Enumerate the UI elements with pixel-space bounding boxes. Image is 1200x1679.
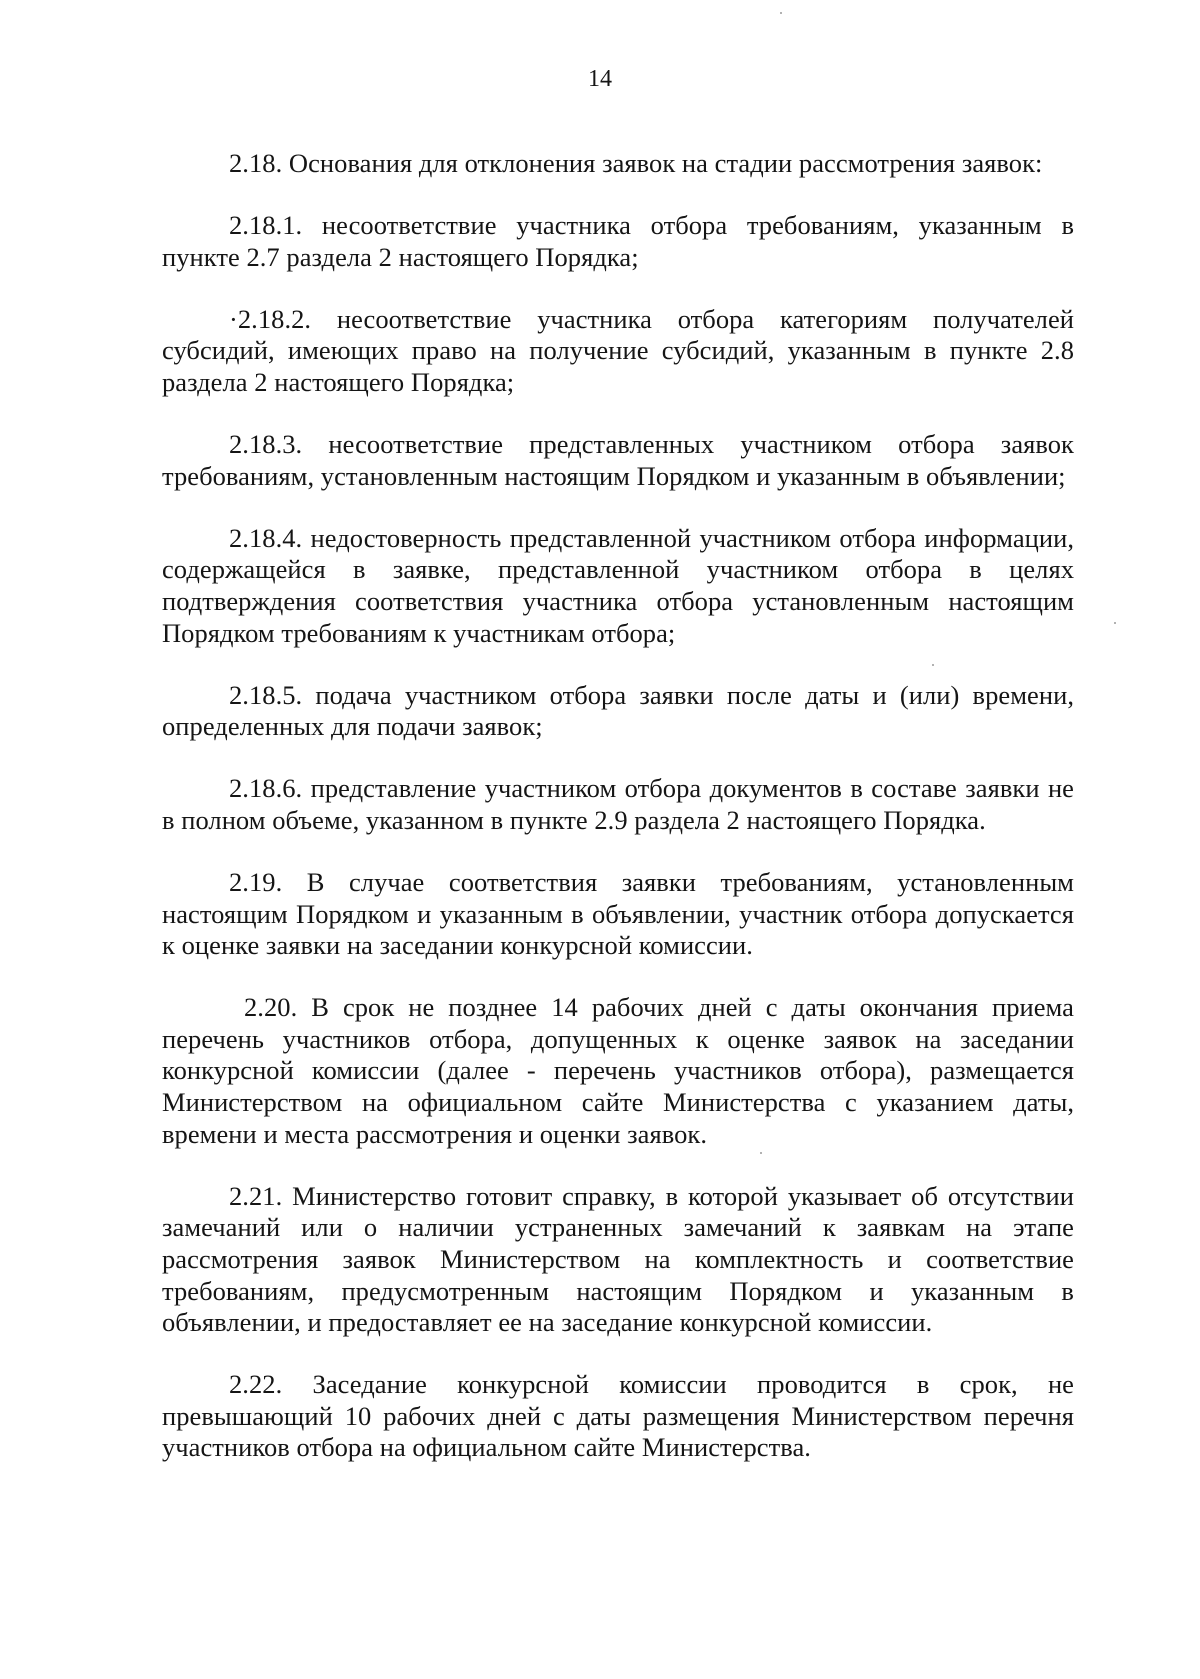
paragraph-2-18-4: 2.18.4. недостоверность представленной участником отбора информации, содержащейся в заявке, представленной участником отбора в целях подтверждения соответствия участника отбора установленным настоящим Порядком требованиям к участникам отбора; bbox=[162, 522, 1074, 648]
paragraph-2-21: 2.21. Министерство готовит справку, в которой указывает об отсутствии замечаний или о наличии устраненных замечаний к заявкам на этапе рассмотрения заявок Министерством на комплектность и соответствие требованиям, предусмотренным настоящим Порядком и указанным в объявлении, и предоставляет ее на заседание конкурсной комиссии. bbox=[162, 1180, 1074, 1338]
paragraph-2-18-1: 2.18.1. несоответствие участника отбора требованиям, указанным в пункте 2.7 раздела 2 настоящего Порядка; bbox=[162, 210, 1074, 272]
paragraph-2-18-2: ·2.18.2. несоответствие участника отбора категориям получателей субсидий, имеющих право на получение субсидий, указанным в пункте 2.8 раздела 2 настоящего Порядка; bbox=[162, 303, 1074, 397]
scan-speck bbox=[1114, 622, 1116, 624]
paragraph-2-18-5: 2.18.5. подача участником отбора заявки после даты и (или) времени, определенных для подачи заявок; bbox=[162, 679, 1074, 742]
document-body bbox=[162, 148, 1074, 1495]
scan-speck bbox=[780, 12, 782, 14]
paragraph-2-20: 2.20. В срок не позднее 14 рабочих дней с даты окончания приема перечень участников отбора, допущенных к оценке заявок на заседании конкурсной комиссии (далее - перечень участников отбора), размещается Министерством на официальном сайте Министерства с указанием даты, времени и места рассмотрения и оценки заявок. bbox=[162, 992, 1074, 1149]
paragraph-2-18-3: 2.18.3. несоответствие представленных участником отбора заявок требованиям, установленным настоящим Порядком и указанным в объявлении; bbox=[162, 429, 1074, 491]
paragraph-2-18-6: 2.18.6. представление участником отбора документов в составе заявки не в полном объеме, указанном в пункте 2.9 раздела 2 настоящего Порядка. bbox=[162, 773, 1074, 835]
paragraph-2-18: 2.18. Основания для отклонения заявок на стадии рассмотрения заявок: bbox=[229, 148, 1043, 178]
scan-speck bbox=[760, 1152, 762, 1154]
page-number: 14 bbox=[588, 66, 612, 92]
paragraph-2-19: 2.19. В случае соответствия заявки требованиям, установленным настоящим Порядком и указанным в объявлении, участник отбора допускается к оценке заявки на заседании конкурсной комиссии. bbox=[162, 867, 1074, 961]
paragraph-2-22: 2.22. Заседание конкурсной комиссии проводится в срок, не превышающий 10 рабочих дней с даты размещения Министерством перечня участников отбора на официальном сайте Министерства. bbox=[162, 1369, 1074, 1463]
scan-speck bbox=[932, 664, 934, 666]
